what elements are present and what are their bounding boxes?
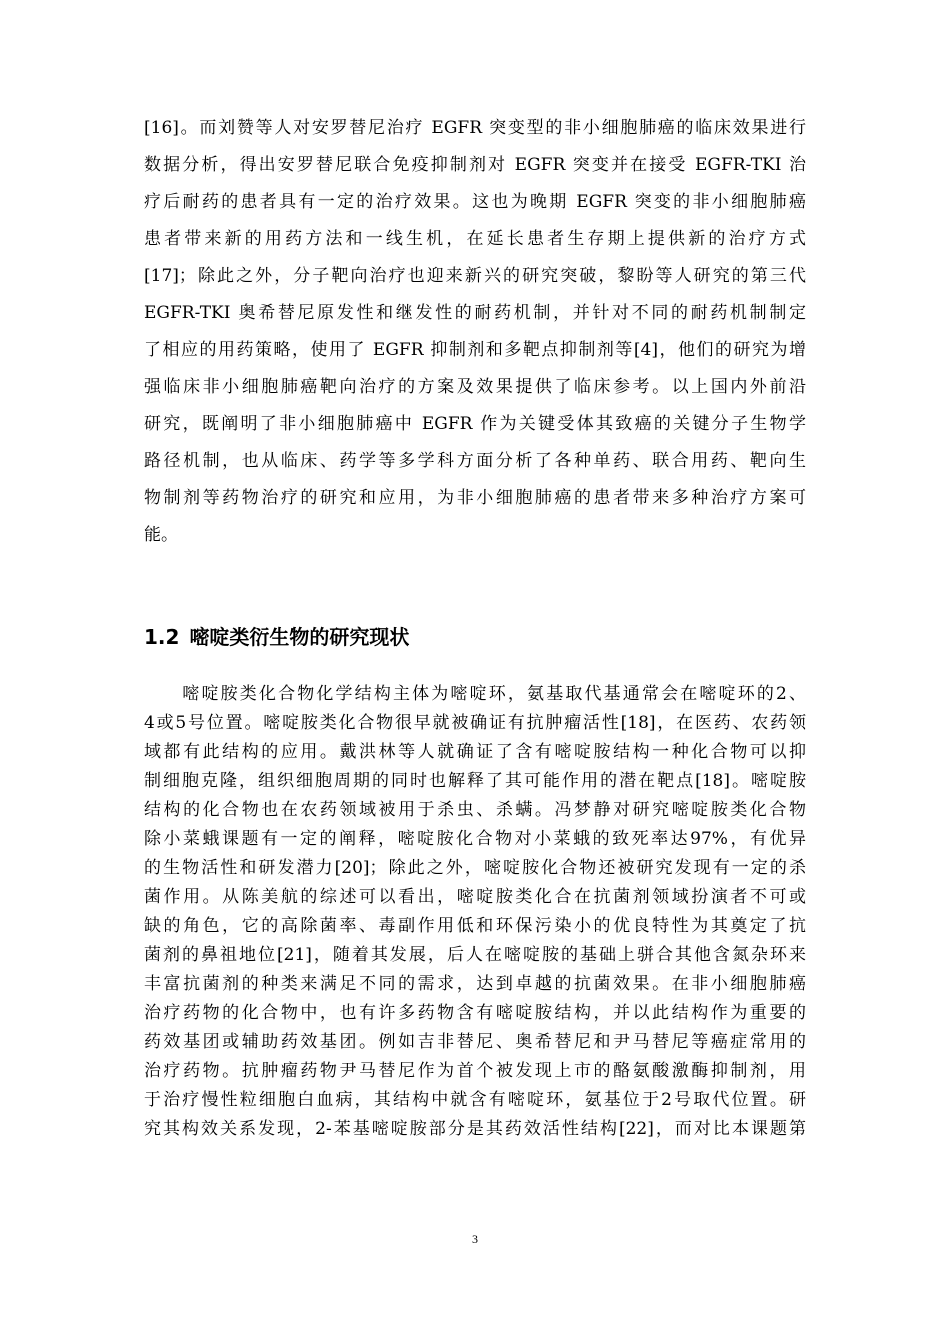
text-line: 菌剂的鼻祖地位[21]，随着其发展，后人在嘧啶胺的基础上骈合其他含氮杂环来: [144, 945, 806, 965]
page-number: 3: [472, 1232, 478, 1246]
text-line: 治疗药物。抗肿瘤药物尹马替尼作为首个被发现上市的酪氨酸激酶抑制剂，用: [144, 1061, 806, 1081]
text-line: 强临床非小细胞肺癌靶向治疗的方案及效果提供了临床参考。以上国内外前沿: [144, 377, 806, 397]
text-line: 数据分析，得出安罗替尼联合免疫抑制剂对 EGFR 突变并在接受 EGFR-TKI 治: [144, 155, 806, 175]
text-line: [17]；除此之外，分子靶向治疗也迎来新兴的研究突破，黎盼等人研究的第三代: [144, 266, 806, 286]
section-number: 1.2: [144, 625, 180, 649]
text-line: 缺的角色，它的高除菌率、毒副作用低和环保污染小的优良特性为其奠定了抗: [144, 916, 806, 936]
text-line: 药效基团或辅助药效基团。例如吉非替尼、奥希替尼和尹马替尼等癌症常用的: [144, 1032, 806, 1052]
text-line: 菌作用。从陈美航的综述可以看出，嘧啶胺类化合在抗菌剂领域扮演者不可或: [144, 887, 806, 907]
text-line: 嘧啶胺类化合物化学结构主体为嘧啶环，氨基取代基通常会在嘧啶环的2、: [144, 684, 806, 704]
text-line: 制细胞克隆，组织细胞周期的同时也解释了其可能作用的潜在靶点[18]。嘧啶胺: [144, 771, 806, 791]
text-line: 治疗药物的化合物中，也有许多药物含有嘧啶胺结构，并以此结构作为重要的: [144, 1003, 806, 1023]
text-line: 除小菜蛾课题有一定的阐释，嘧啶胺化合物对小菜蛾的致死率达97%，有优异: [144, 829, 806, 849]
text-line: 患者带来新的用药方法和一线生机，在延长患者生存期上提供新的治疗方式: [144, 229, 806, 249]
text-line: 了相应的用药策略，使用了 EGFR 抑制剂和多靶点抑制剂等[4]，他们的研究为增: [144, 340, 806, 360]
text-line: 域都有此结构的应用。戴洪林等人就确证了含有嘧啶胺结构一种化合物可以抑: [144, 742, 806, 762]
text-line: 能。: [144, 525, 178, 545]
text-line: 于治疗慢性粒细胞白血病，其结构中就含有嘧啶环，氨基位于2号取代位置。研: [144, 1090, 806, 1110]
section-heading: [144, 624, 409, 650]
text-line: 丰富抗菌剂的种类来满足不同的需求，达到卓越的抗菌效果。在非小细胞肺癌: [144, 974, 806, 994]
text-line: EGFR-TKI 奥希替尼原发性和继发性的耐药机制，并针对不同的耐药机制制定: [144, 303, 806, 323]
text-line: [16]。而刘赞等人对安罗替尼治疗 EGFR 突变型的非小细胞肺癌的临床效果进行: [144, 118, 806, 138]
text-line: 疗后耐药的患者具有一定的治疗效果。这也为晚期 EGFR 突变的非小细胞肺癌: [144, 192, 806, 212]
text-line: 结构的化合物也在农药领域被用于杀虫、杀螨。冯梦静对研究嘧啶胺类化合物: [144, 800, 806, 820]
text-line: 4或5号位置。嘧啶胺类化合物很早就被确证有抗肿瘤活性[18]，在医药、农药领: [144, 713, 806, 733]
text-line: 研究，既阐明了非小细胞肺癌中 EGFR 作为关键受体其致癌的关键分子生物学: [144, 414, 806, 434]
text-line: 究其构效关系发现，2-苯基嘧啶胺部分是其药效活性结构[22]，而对比本课题第: [144, 1119, 806, 1139]
section-title: 嘧啶类衍生物的研究现状: [189, 625, 410, 649]
text-line: 路径机制，也从临床、药学等多学科方面分析了各种单药、联合用药、靶向生: [144, 451, 806, 471]
text-line: 物制剂等药物治疗的研究和应用，为非小细胞肺癌的患者带来多种治疗方案可: [144, 488, 806, 508]
text-line: 的生物活性和研发潜力[20]；除此之外，嘧啶胺化合物还被研究发现有一定的杀: [144, 858, 806, 878]
